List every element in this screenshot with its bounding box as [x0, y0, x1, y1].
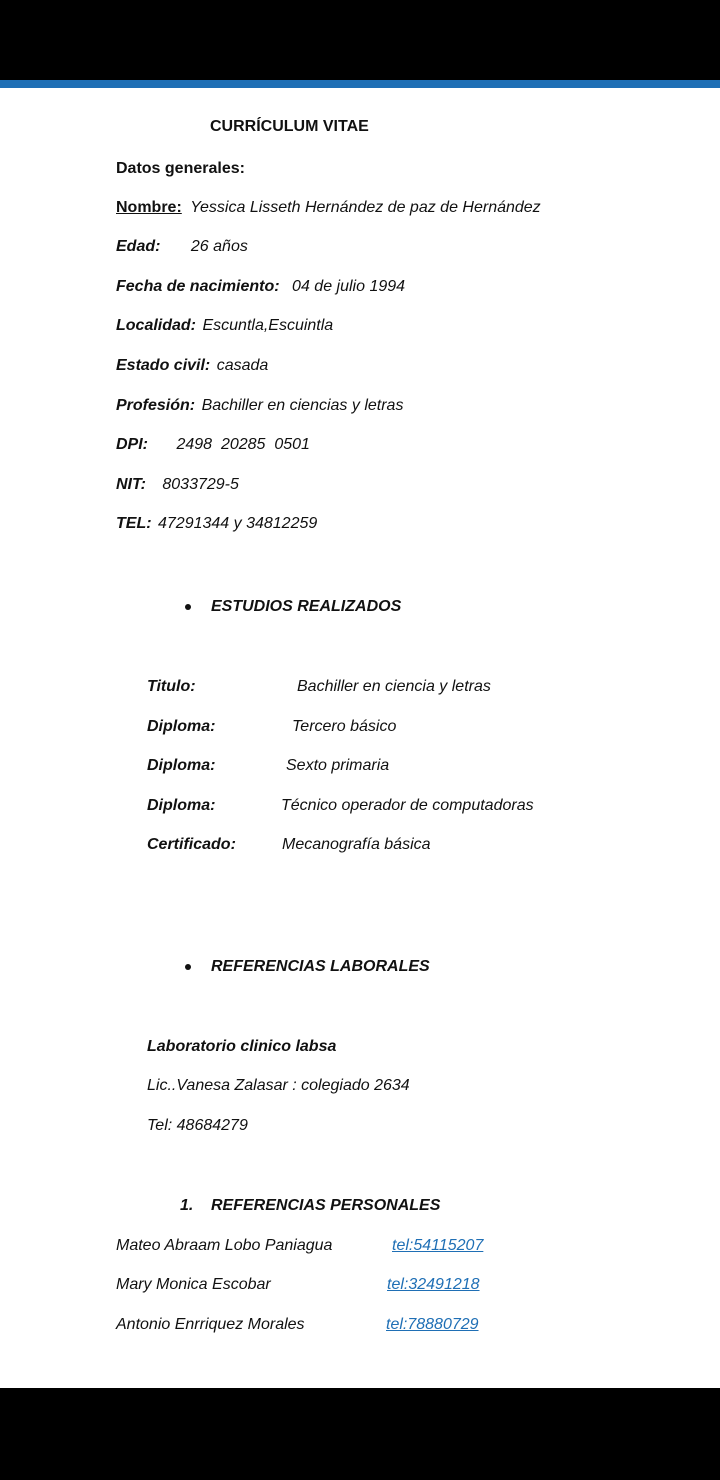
field-label: NIT: — [116, 476, 146, 493]
field-dpi — [116, 435, 310, 455]
field-label: Estado civil: — [116, 357, 211, 374]
field-value: 2498 20285 0501 — [176, 436, 310, 453]
field-nombre — [116, 198, 541, 218]
field-value: 26 años — [190, 238, 248, 255]
study-value: Mecanografía básica — [282, 836, 431, 853]
study-label: Titulo: — [147, 678, 196, 695]
field-label: Profesión: — [116, 397, 196, 414]
study-label: Diploma: — [147, 757, 216, 774]
bullet-icon — [185, 964, 191, 970]
field-tel — [116, 514, 317, 534]
field-label: Fecha de nacimiento: — [116, 278, 280, 295]
bottom-bar — [0, 1388, 720, 1480]
work-contact: Lic..Vanesa Zalasar : colegiado 2634 — [147, 1077, 410, 1094]
field-value: 8033729-5 — [162, 476, 239, 493]
ref-name: Mary Monica Escobar — [116, 1276, 271, 1293]
field-value: Bachiller en ciencias y letras — [201, 397, 404, 414]
field-label: Nombre: — [116, 199, 182, 216]
study-value: Bachiller en ciencia y letras — [297, 678, 491, 695]
work-company: Laboratorio clinico labsa — [147, 1038, 337, 1055]
study-label: Certificado: — [147, 836, 236, 853]
general-heading: Datos generales: — [116, 160, 245, 177]
study-value: Tercero básico — [292, 718, 397, 735]
page-title: CURRÍCULUM VITAE — [210, 118, 369, 135]
field-localidad — [116, 316, 333, 336]
study-label: Diploma: — [147, 797, 216, 814]
accent-line — [0, 80, 720, 88]
field-nit — [116, 475, 239, 495]
study-value: Sexto primaria — [286, 757, 390, 774]
ref-phone-link[interactable]: tel:32491218 — [387, 1276, 480, 1293]
field-value: Escuntla,Escuintla — [202, 317, 334, 334]
field-label: DPI: — [116, 436, 148, 453]
field-value: 47291344 y 34812259 — [158, 515, 318, 532]
field-label: Edad: — [116, 238, 161, 255]
ref-phone-link[interactable]: tel:78880729 — [386, 1316, 479, 1333]
field-value: casada — [216, 357, 269, 374]
top-bar — [0, 0, 720, 80]
field-estado-civil — [116, 356, 268, 376]
field-edad — [116, 237, 248, 257]
field-value: Yessica Lisseth Hernández de paz de Hernández — [190, 199, 541, 216]
ref-phone-link[interactable]: tel:54115207 — [392, 1237, 484, 1254]
study-label: Diploma: — [147, 718, 216, 735]
field-fecha-nacimiento — [116, 277, 405, 297]
ref-name: Antonio Enrriquez Morales — [116, 1316, 305, 1333]
field-label: TEL: — [116, 515, 152, 532]
bullet-icon — [185, 604, 191, 610]
field-value: 04 de julio 1994 — [292, 278, 406, 295]
study-value: Técnico operador de computadoras — [281, 797, 534, 814]
personal-refs-number: 1. — [180, 1197, 194, 1214]
work-refs-heading: REFERENCIAS LABORALES — [211, 958, 430, 975]
studies-heading: ESTUDIOS REALIZADOS — [211, 598, 402, 615]
field-profesion — [116, 396, 403, 416]
personal-refs-heading: REFERENCIAS PERSONALES — [211, 1197, 441, 1214]
field-label: Localidad: — [116, 317, 197, 334]
work-phone: Tel: 48684279 — [147, 1117, 248, 1134]
ref-name: Mateo Abraam Lobo Paniagua — [116, 1237, 333, 1254]
